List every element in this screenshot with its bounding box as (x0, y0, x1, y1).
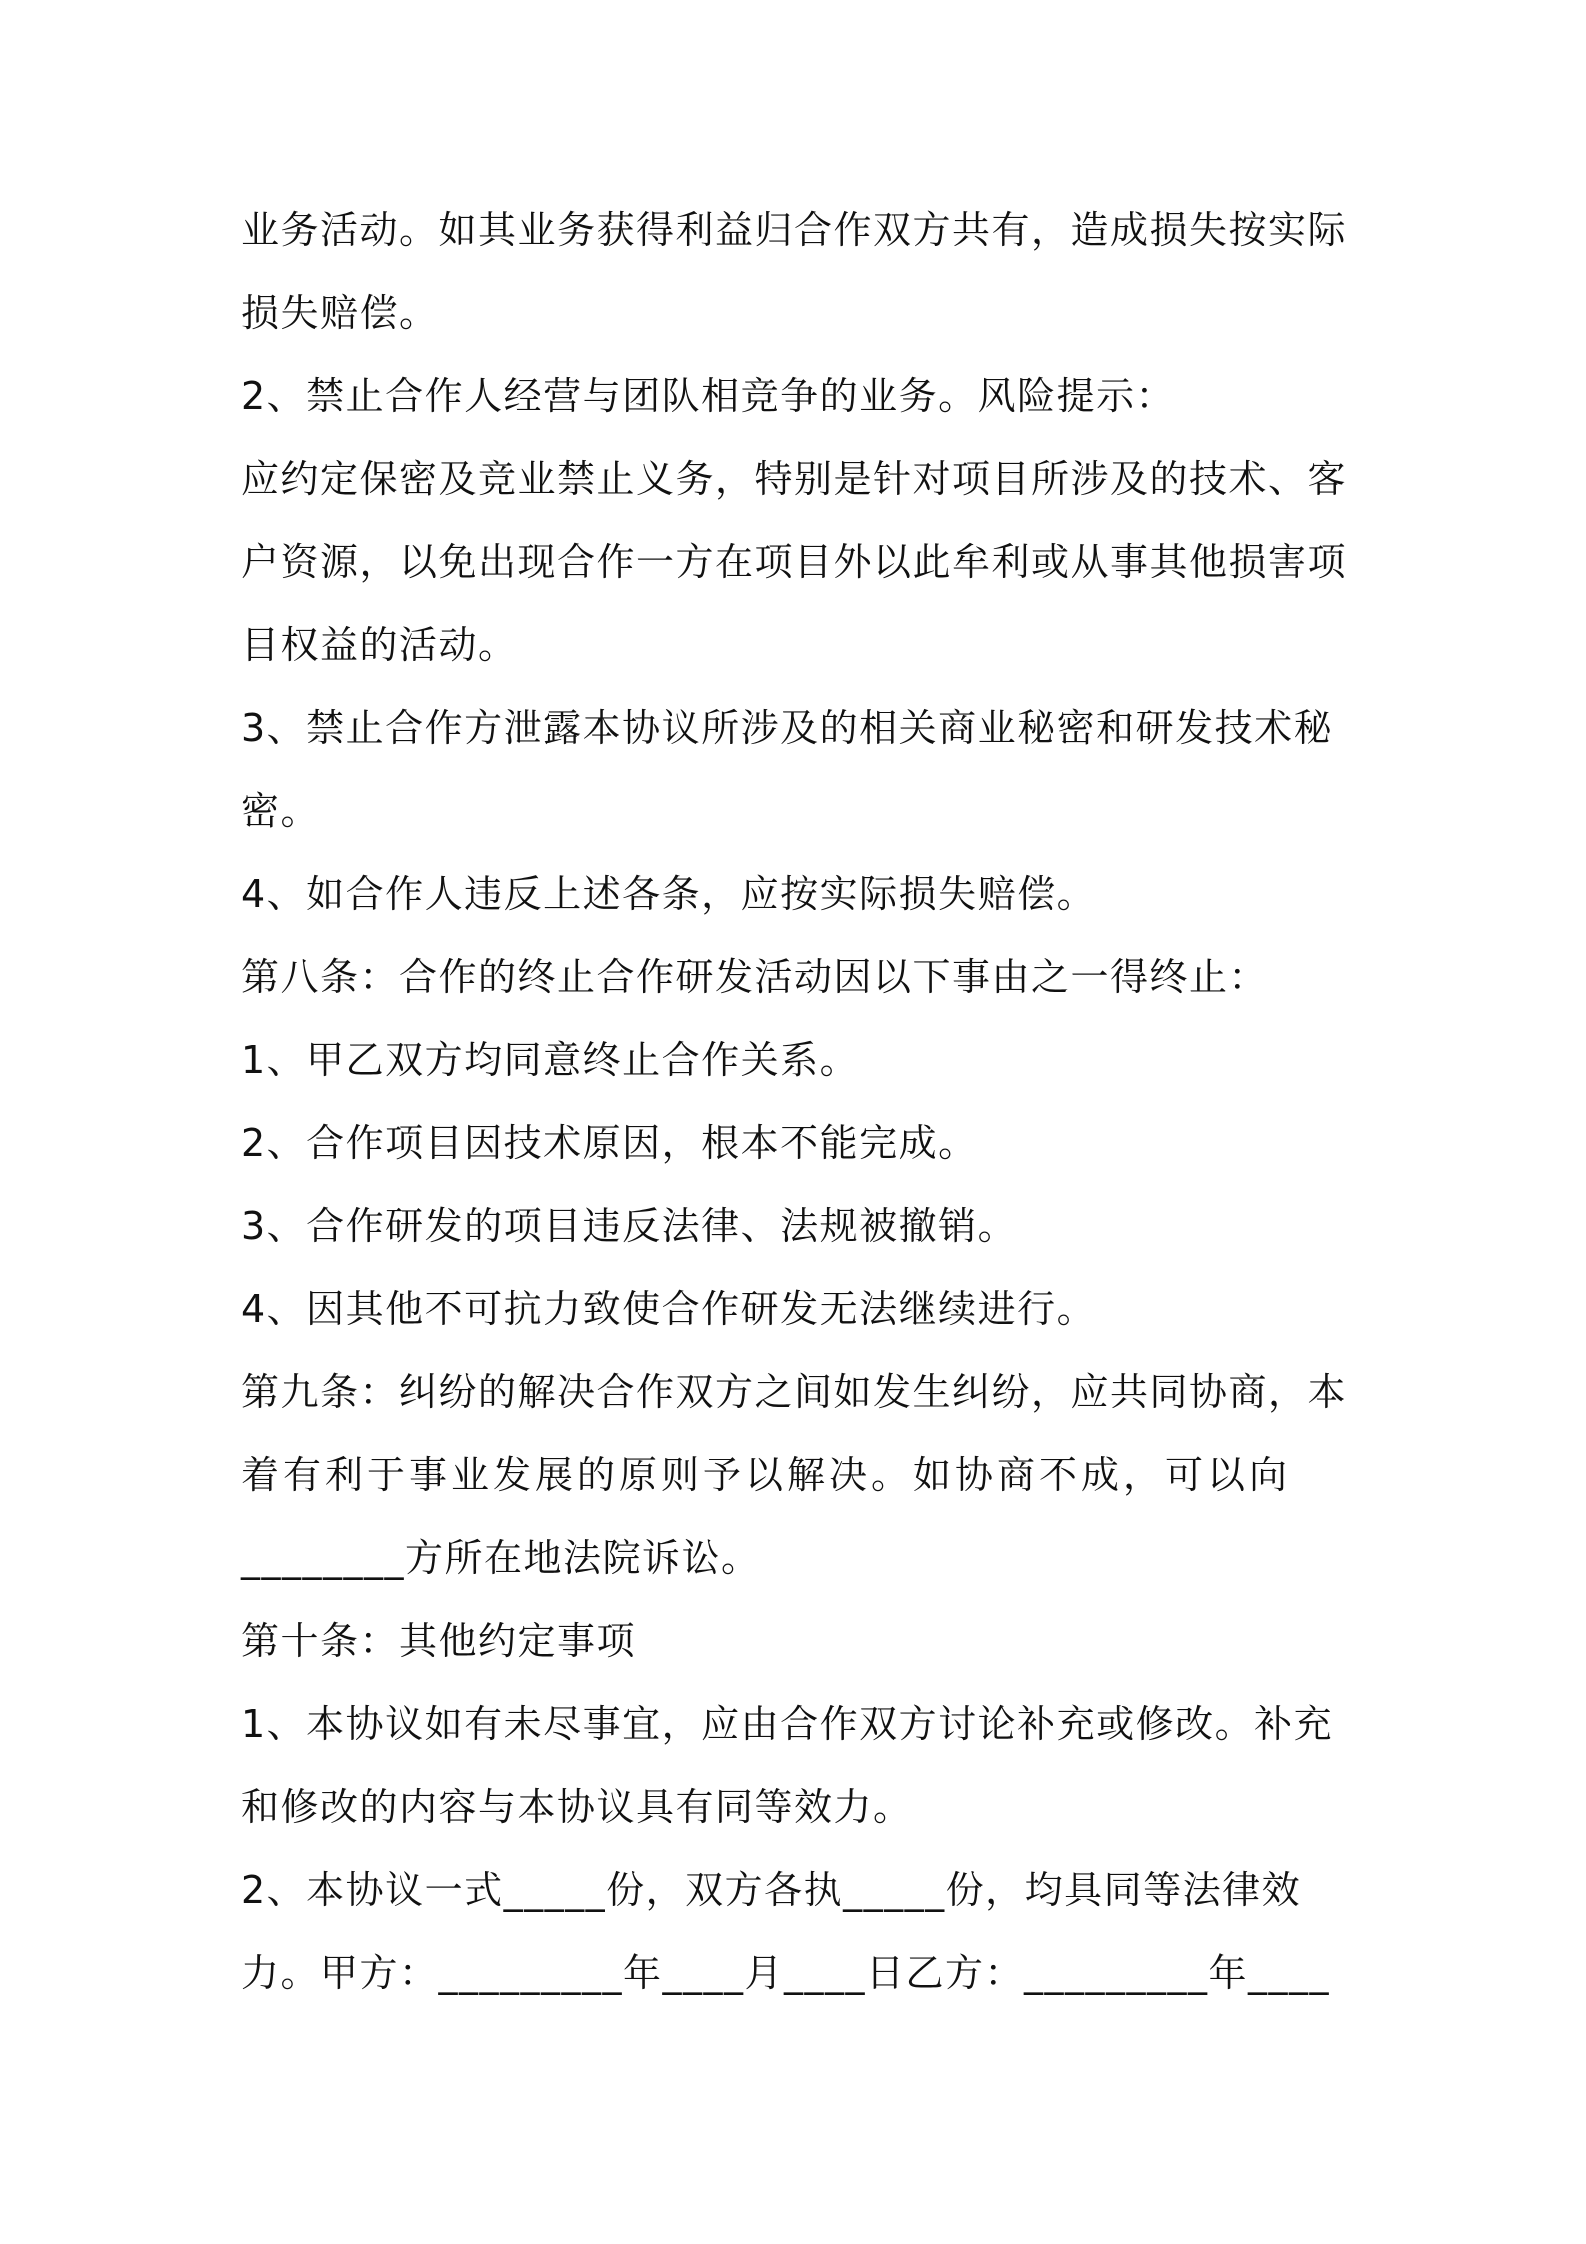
text-line-2: 损失赔偿。 (241, 291, 439, 335)
text-line-14: 4、因其他不可抗力致使合作研发无法继续进行。 (241, 1287, 1097, 1331)
text-line-12: 2、合作项目因技术原因，根本不能完成。 (241, 1121, 978, 1165)
text-line-19: 1、本协议如有未尽事宜，应由合作双方讨论补充或修改。补充 (241, 1702, 1334, 1746)
text-line-8: 密。 (241, 789, 321, 833)
text-line-20: 和修改的内容与本协议具有同等效力。 (241, 1785, 913, 1829)
text-line-17: ________方所在地法院诉讼。 (241, 1536, 761, 1580)
text-line-21: 2、本协议一式_____份，双方各执_____份，均具同等法律效 (241, 1868, 1302, 1912)
text-line-18: 第十条：其他约定事项 (241, 1619, 637, 1663)
text-line-3: 2、禁止合作人经营与团队相竞争的业务。风险提示： (241, 374, 1176, 418)
text-line-1: 业务活动。如其业务获得利益归合作双方共有，造成损失按实际 (241, 208, 1348, 252)
text-line-13: 3、合作研发的项目违反法律、法规被撤销。 (241, 1204, 1018, 1248)
text-line-9: 4、如合作人违反上述各条，应按实际损失赔偿。 (241, 872, 1097, 916)
text-line-22: 力。甲方：_________年____月____日乙方：_________年____ (241, 1951, 1331, 1995)
text-line-16: 着有利于事业发展的原则予以解决。如协商不成，可以向 (241, 1453, 1292, 1497)
text-line-7: 3、禁止合作方泄露本协议所涉及的相关商业秘密和研发技术秘 (241, 706, 1334, 750)
text-line-5: 户资源，以免出现合作一方在项目外以此牟利或从事其他损害项 (241, 540, 1348, 584)
text-line-15: 第九条：纠纷的解决合作双方之间如发生纠纷，应共同协商，本 (241, 1370, 1348, 1414)
text-line-6: 目权益的活动。 (241, 623, 518, 667)
text-line-10: 第八条：合作的终止合作研发活动因以下事由之一得终止： (241, 955, 1269, 999)
text-line-11: 1、甲乙双方均同意终止合作关系。 (241, 1038, 860, 1082)
text-line-4: 应约定保密及竞业禁止义务，特别是针对项目所涉及的技术、客 (241, 457, 1348, 501)
